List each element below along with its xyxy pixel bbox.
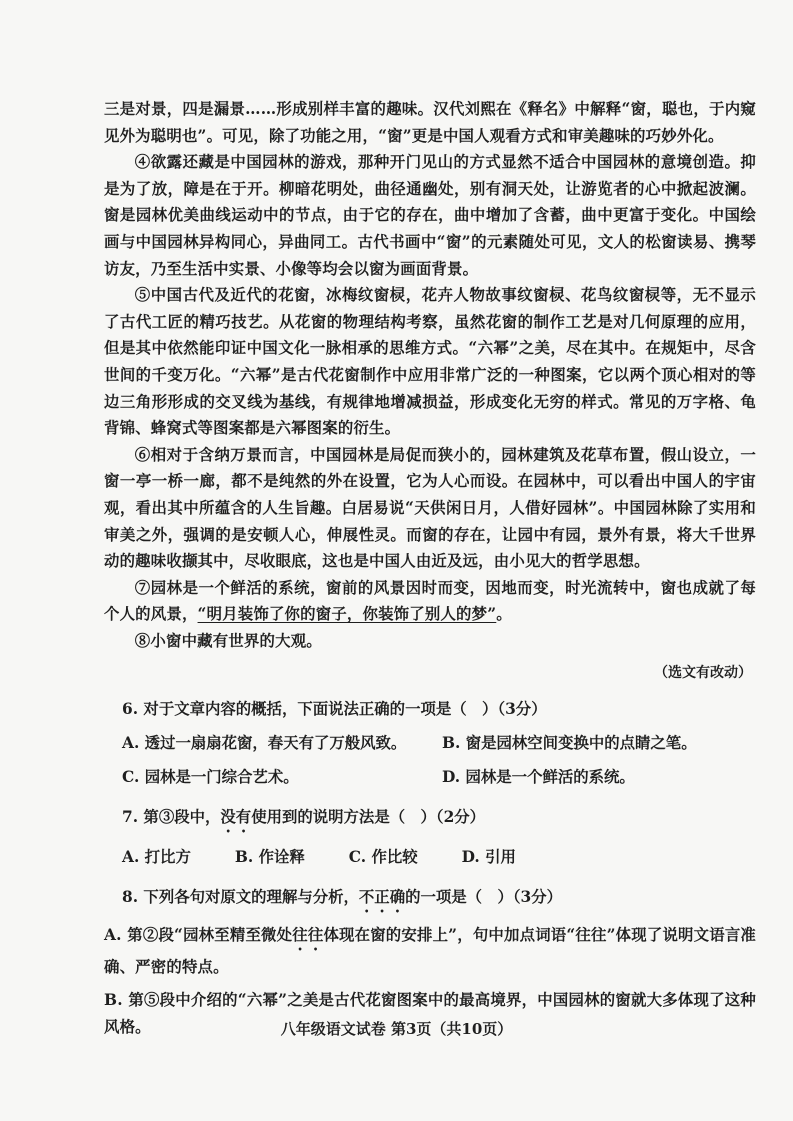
question-8-option-a-start: A. 第②段“园林至精至微处 — [104, 926, 293, 945]
passage-paragraph-5: ⑤中国古代及近代的花窗，冰梅纹窗棂，花卉人物故事纹窗棂、花鸟纹窗棂等，无不显示了古代工匠的精巧技艺。从花窗的物理结构考察，虽然花窗的制作工艺是对几何原理的应用，但是其中依然能印证中国文化一脉相承的思维方式。“六幂”之美，尽在其中。在规矩中，尽含世间的千变万化。“六幂”是古代花窗制作中应用非常广泛的一种图案，它以两个顶心相对的等边三角形形成的交叉线为基线，有规律地增减损益，形成变化无穷的样式。常见的万字格、龟背锦、蜂窝式等图案都是六幂图案的衍生。 — [104, 286, 756, 438]
question-7-stem-end: 使用到的说明方法是（ ）（2分） — [251, 808, 486, 827]
question-8-option-a-emphasis: 往往 — [292, 926, 324, 945]
passage-paragraph-8: ⑧小窗中藏有世界的大观。 — [134, 631, 322, 650]
passage-paragraph-7 — [104, 575, 756, 628]
question-6-option-b[interactable]: B. 窗是园林空间变换中的点睛之笔。 — [442, 734, 697, 753]
question-7-options — [122, 844, 756, 870]
question-8-stem-end: 的一项是（ ）（3分） — [405, 888, 563, 907]
question-7-stem-start: 7. 第③段中， — [122, 808, 221, 827]
question-7-option-d[interactable]: D. 引用 — [461, 848, 516, 867]
page-footer: 八年级语文试卷 第3页（共10页） — [280, 1020, 513, 1038]
source-note: （选文有改动） — [654, 665, 752, 682]
question-8-option-a[interactable] — [104, 922, 756, 981]
passage-paragraph-6: ⑥相对于含纳万景而言，中国园林是局促而狭小的，园林建筑及花草布置，假山设立，一窗一亭一桥一廊，都不是纯然的外在设置，它为人心而设。在园林中，可以看出中国人的宇宙观，看出其中所蕴含的人生旨趣。白居易说“天供闲日月，人借好园林”。中国园林除了实用和审美之外，强调的是安顿人心，伸展性灵。而窗的存在，让园中有园，景外有景，将大千世界动的趣味收撷其中，尽收眼底，这也是中国人由近及远，由小见大的哲学思想。 — [104, 445, 756, 571]
question-6-stem: 6. 对于文章内容的概括，下面说法正确的一项是（ ）（3分） — [122, 700, 547, 719]
question-7-option-c[interactable]: C. 作比较 — [348, 848, 418, 867]
question-6-option-c[interactable]: C. 园林是一门综合艺术。 — [122, 768, 299, 787]
question-6-option-d[interactable]: D. 园林是一个鲜活的系统。 — [442, 768, 635, 787]
question-8-stem-start: 8. 下列各句对原文的理解与分析， — [122, 888, 359, 907]
question-8-emphasis: 不正确 — [358, 888, 406, 907]
question-7-emphasis: 没有 — [220, 808, 252, 827]
underlined-quote: “明月装饰了你的窗子，你装饰了别人的梦” — [197, 605, 497, 624]
question-8-stem — [122, 884, 756, 916]
page-content — [104, 96, 756, 1040]
question-7-option-b[interactable]: B. 作诠释 — [234, 848, 305, 867]
question-6-option-a[interactable]: A. 透过一扇扇花窗，春天有了万般风致。 — [122, 734, 407, 753]
paragraph-7-end: 。 — [496, 605, 512, 624]
question-6-options-row-1 — [122, 730, 756, 756]
question-7-stem — [122, 804, 756, 836]
question-6-options-row-2 — [122, 764, 756, 790]
question-7-option-a[interactable]: A. 打比方 — [122, 848, 191, 867]
question-8-option-b[interactable]: B. 第⑤段中介绍的“六幂”之美是古代花窗图案中的最高境界，中国园林的窗就大多体现了这种风格。 — [104, 991, 756, 1036]
question-8-option-a-end: 体现在窗的安排上”，句中加点词语“往往”体现了说明文语言准确、严密的特点。 — [104, 926, 757, 977]
paragraph-7-text: ⑦园林是一个鲜活的系统，窗前的风景因时而变，因地而变，时光流转中，窗也成就了每个人的风景， — [104, 578, 756, 624]
passage-paragraph-3-end: 三是对景，四是漏景……形成别样丰富的趣味。汉代刘熙在《释名》中解释“窗，聪也，于内窥见外为聪明也”。可见，除了功能之用，“窗”更是中国人观看方式和审美趣味的巧妙外化。 — [104, 100, 756, 145]
passage-paragraph-4: ④欲露还藏是中国园林的游戏，那种开门见山的方式显然不适合中国园林的意境创造。抑是为了放，障是在于开。柳暗花明处，曲径通幽处，别有洞天处，让游览者的心中掀起波澜。窗是园林优美曲线运动中的节点，由于它的存在，曲中增加了含蓄，曲中更富于变化。中国绘画与中国园林异构同心，异曲同工。古代书画中“窗”的元素随处可见，文人的松窗读易、携琴访友，乃至生活中实景、小像等均会以窗为画面背景。 — [104, 153, 756, 278]
